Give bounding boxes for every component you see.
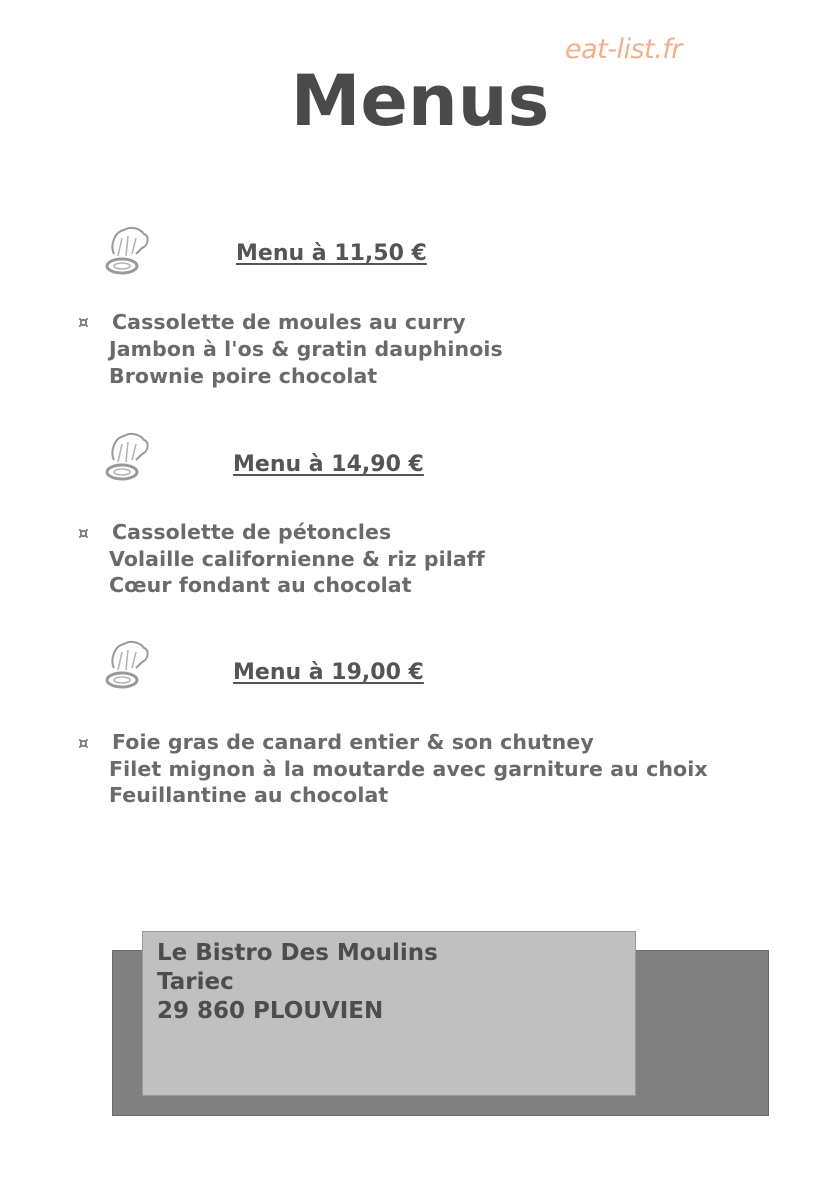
dish-starter: Foie gras de canard entier & son chutney xyxy=(112,730,594,754)
restaurant-locality: Tariec xyxy=(157,969,234,995)
menu-heading: Menu à 19,00 € xyxy=(233,660,424,685)
chef-hat-plate-icon xyxy=(100,224,156,280)
dish-starter: Cassolette de pétoncles xyxy=(112,520,392,544)
menu-heading: Menu à 11,50 € xyxy=(236,241,427,266)
dish-dessert: Feuillantine au chocolat xyxy=(109,783,389,807)
dish-starter: Cassolette de moules au curry xyxy=(112,310,466,334)
dish-main: Filet mignon à la moutarde avec garniture au choix xyxy=(109,757,708,781)
chef-hat-plate-icon xyxy=(100,638,156,694)
menu-section-2 xyxy=(0,430,831,630)
restaurant-name: Le Bistro Des Moulins xyxy=(157,940,438,966)
bullet-icon: ¤ xyxy=(78,734,89,754)
bullet-icon: ¤ xyxy=(78,524,89,544)
restaurant-city: 29 860 PLOUVIEN xyxy=(157,998,384,1024)
dish-dessert: Cœur fondant au chocolat xyxy=(109,573,412,597)
dish-dessert: Brownie poire chocolat xyxy=(109,364,378,388)
dish-main: Volaille californienne & riz pilaff xyxy=(109,547,485,571)
menu-section-1 xyxy=(0,224,831,424)
watermark: eat-list.fr xyxy=(565,34,682,65)
chef-hat-plate-icon xyxy=(100,430,156,486)
bullet-icon: ¤ xyxy=(78,313,89,333)
dish-main: Jambon à l'os & gratin dauphinois xyxy=(109,337,503,361)
menu-heading: Menu à 14,90 € xyxy=(233,452,424,477)
page-title: Menus xyxy=(290,60,550,142)
menu-section-3 xyxy=(0,638,831,838)
